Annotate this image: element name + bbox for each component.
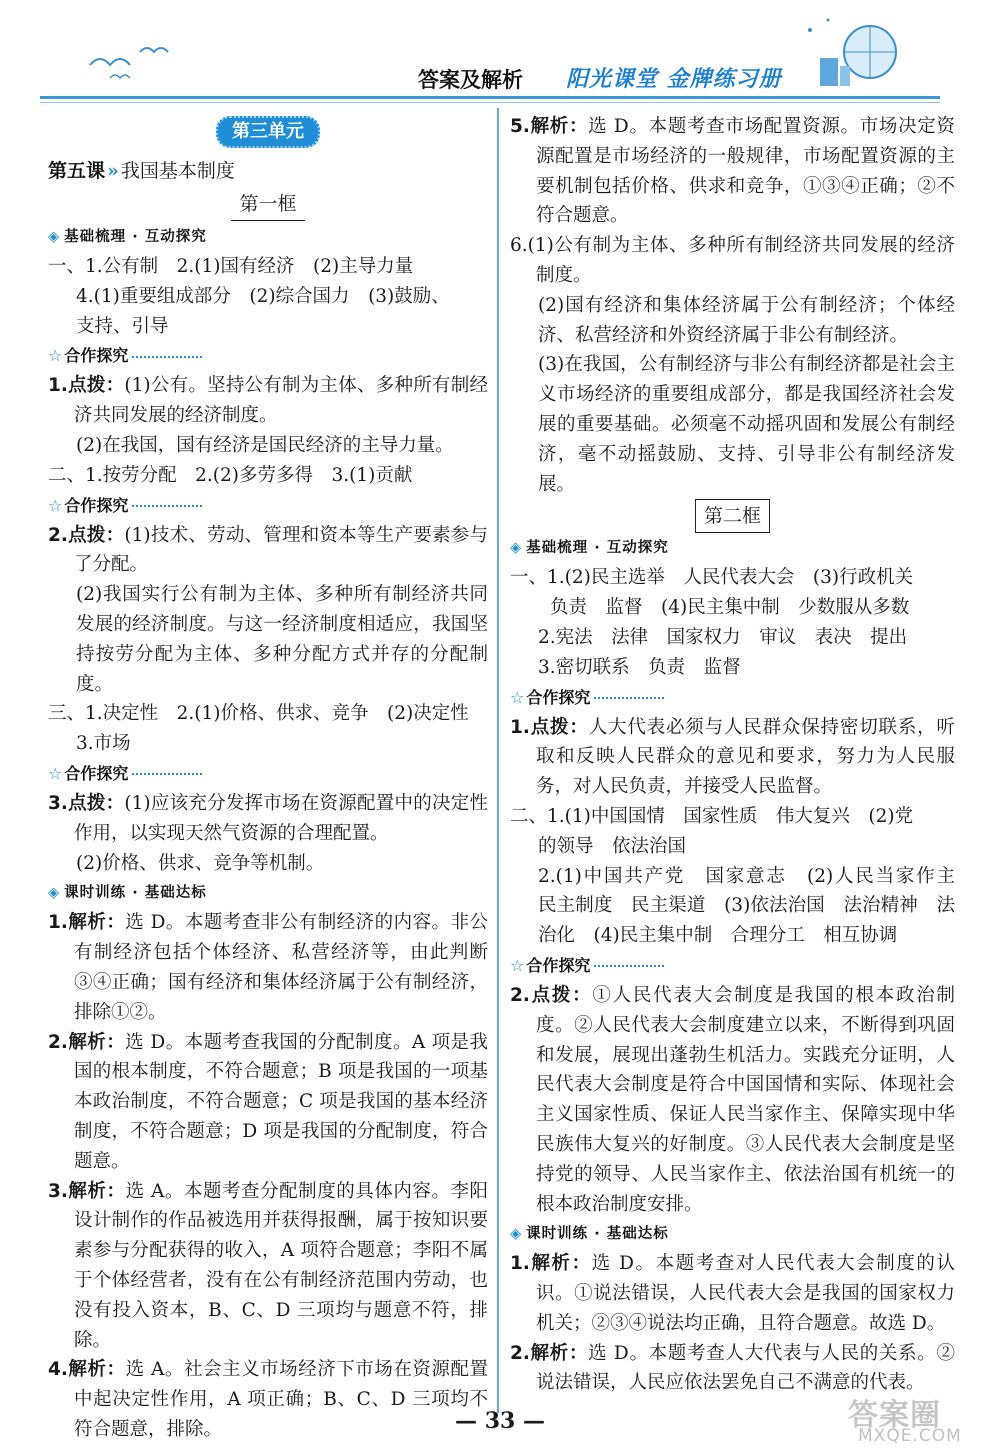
answer-paragraph: [48, 521, 488, 581]
diamond-icon: ◈: [48, 885, 61, 902]
answer-text: (1)应该充分发挥市场在资源配置中的决定性作用，以实现天然气资源的合理配置。: [74, 792, 488, 844]
answer-line: 3.市场: [76, 733, 131, 755]
page-header: [0, 0, 1000, 110]
left-column: [48, 112, 488, 1445]
unit-badge: 第三单元: [216, 116, 320, 148]
dotted-decoration: [132, 356, 202, 358]
coop-explore-heading: [510, 683, 955, 713]
answer-paragraph: [510, 713, 955, 802]
answer-keyword: 1.解析：: [48, 912, 126, 934]
answer-text: 选 A。本题考查分配制度的具体内容。李阳设计制作的作品被选用并获得报酬，属于按知识要素参与分配获得的收入，A 项符合题意；李阳不属于个体经营者，没有在公有制经济范围内劳动，也没有投入资本，B、C、D 三项均与题意不符，排除。: [74, 1180, 489, 1351]
answer-keyword: 1.解析：: [510, 1253, 592, 1275]
frame-heading-1: [48, 188, 488, 222]
answer-paragraph: (2)国有经济和集体经济属于公有制经济；个体经济、私营经济和外资经济属于非公有制经济。: [538, 294, 955, 346]
star-icon: ☆: [48, 763, 63, 783]
coop-title: 合作探究: [64, 495, 129, 515]
frame-title: 第二框: [695, 499, 770, 533]
answer-line: 的领导 依法治国: [538, 835, 687, 857]
chevron-right-icon: »: [107, 160, 119, 182]
answer-keyword: 3.点拨：: [48, 792, 125, 814]
section-training: [510, 1219, 955, 1249]
birds-decoration-icon: [70, 30, 190, 90]
answer-text: ①人民代表大会制度是我国的根本政治制度。②人民代表大会制度建立以来，不断得到巩固和发展，展现出蓬勃生机活力。实践充分证明，人民代表大会制度是符合中国国情和实际、体现社会主义国家性质、保证人民当家作主、保障实现中华民族伟大复兴的好制度。③人民代表大会制度是坚持党的领导、人民当家作主、依法治国有机统一的根本政治制度安排。: [536, 984, 955, 1215]
header-rule-thin: [40, 102, 940, 103]
lesson-title: 我国基本制度: [120, 160, 235, 182]
dotted-decoration: [594, 965, 664, 967]
answer-line: 二、1.(1)中国国情 国家性质 伟大复兴 (2)党: [510, 805, 914, 827]
coop-explore-heading: [510, 951, 955, 981]
star-icon: ☆: [48, 495, 63, 515]
answer-line: 支持、引导: [76, 315, 169, 337]
answer-text: 选 D。本题考查人大代表与人民的关系。②说法错误，人民应依法罢免自己不满意的代表。: [536, 1342, 956, 1394]
coop-title: 合作探究: [64, 346, 129, 366]
coop-explore-heading: [48, 341, 488, 371]
star-icon: ☆: [510, 955, 525, 975]
answer-line: 三、1.决定性 2.(1)价格、供求、竞争 (2)决定性: [48, 703, 469, 725]
coop-title: 合作探究: [64, 763, 129, 783]
globe-decoration-icon: [800, 10, 920, 90]
answer-paragraph: [48, 371, 488, 431]
diamond-icon: ◈: [510, 540, 523, 557]
coop-title: 合作探究: [526, 955, 591, 975]
answer-line: (2)在我国，国有经济是国民经济的主导力量。: [76, 434, 454, 456]
section-basic-review: [48, 222, 488, 252]
section-training: [48, 878, 488, 908]
section-basic-review: [510, 533, 955, 563]
answer-text: 人大代表必须与人民群众保持密切联系，听取和反映人民群众的意见和要求，努力为人民服务，对人民负责，并接受人民监督。: [536, 716, 955, 798]
answer-text: (1)公有。坚持公有制为主体、多种所有制经济共同发展的经济制度。: [74, 375, 488, 427]
section-title: 基础梳理 · 互动探究: [526, 540, 669, 557]
watermark-url: MXQE.COM: [858, 1426, 962, 1446]
answer-paragraph: [510, 1249, 955, 1338]
answer-line: (2)价格、供求、竞争等机制。: [76, 852, 325, 874]
dotted-decoration: [132, 505, 202, 507]
star-icon: ☆: [48, 346, 63, 366]
answer-paragraph: [48, 789, 488, 849]
coop-title: 合作探究: [526, 687, 591, 707]
answer-keyword: 2.点拨：: [510, 984, 593, 1006]
answer-keyword: 2.点拨：: [48, 524, 125, 546]
answer-text: (1)技术、劳动、管理和资本等生产要素参与了分配。: [74, 524, 488, 576]
watermark-logo: 答案圈: [848, 1398, 941, 1433]
answer-line: 4.(1)重要组成部分 (2)综合国力 (3)鼓励、: [76, 285, 450, 307]
answer-paragraph: (3)在我国，公有制经济与非公有制经济都是社会主义市场经济的重要组成部分，都是我国经济社会发展的重要基础。必须毫不动摇巩固和发展公有制经济，毫不动摇鼓励、支持、引导非公有制经济发展。: [538, 354, 955, 495]
answer-keyword: 1.点拨：: [510, 716, 589, 738]
header-title: 答案及解析: [418, 68, 523, 92]
answer-keyword: 3.解析：: [48, 1180, 126, 1202]
answer-paragraph: (2)我国实行公有制为主体、多种所有制经济共同发展的经济制度。与这一经济制度相适应，我国坚持按劳分配为主体、多种分配方式并存的分配制度。: [76, 584, 488, 695]
section-title: 基础梳理 · 互动探究: [64, 229, 207, 245]
answer-line: 一、1.公有制 2.(1)国有经济 (2)主导力量: [48, 256, 414, 277]
answer-paragraph: 6.(1)公有制为主体、多种所有制经济共同发展的经济制度。: [510, 235, 955, 286]
answer-paragraph: [510, 981, 955, 1219]
lesson-heading: [48, 154, 488, 188]
answer-keyword: 5.解析：: [510, 116, 589, 137]
section-title: 课时训练 · 基础达标: [526, 1226, 669, 1243]
header-rule: [40, 96, 940, 99]
answer-line: 3.密切联系 负责 监督: [538, 656, 741, 678]
frame-heading-2: [510, 499, 955, 533]
dotted-decoration: [594, 697, 664, 699]
answer-keyword: 4.解析：: [48, 1359, 126, 1381]
answer-text: 选 D。本题考查我国的分配制度。A 项是我国的根本制度，不符合题意；B 项是我国的一项基本政治制度，不符合题意；C 项是我国的基本经济制度，不符合题意；D 项是我国的分配制度，符合题意。: [74, 1031, 488, 1172]
right-column: [510, 112, 974, 1398]
answer-text: 选 D。本题考查市场配置资源。市场决定资源配置是市场经济的一般规律，市场配置资源的主要机制包括价格、供求和竞争，①③④正确；②不符合题意。: [536, 116, 956, 227]
page-number: — 33 —: [455, 1408, 545, 1434]
answer-paragraph: [48, 908, 488, 1027]
diamond-icon: ◈: [48, 229, 61, 245]
answer-paragraph: [48, 1177, 488, 1356]
diamond-icon: ◈: [510, 1226, 523, 1243]
coop-explore-heading: [48, 759, 488, 789]
answer-keyword: 1.点拨：: [48, 375, 125, 397]
frame-title: 第一框: [231, 188, 304, 221]
answer-text: 选 D。本题考查对人民代表大会制度的认识。①说法错误，人民代表大会是我国的国家权力机关；②③④说法均正确，且符合题意。故选 D。: [536, 1253, 955, 1334]
answer-paragraph: 2.(1)中国共产党 国家意志 (2)人民当家作主 民主制度 民主渠道 (3)依法治国 法治精神 法治化 (4)民主集中制 合理分工 相互协调: [538, 865, 974, 947]
coop-explore-heading: [48, 491, 488, 521]
lesson-tag: 第五课: [48, 160, 106, 182]
section-title: 课时训练 · 基础达标: [64, 885, 207, 902]
unit-heading: [48, 112, 488, 154]
star-icon: ☆: [510, 687, 525, 707]
answer-keyword: 2.解析：: [48, 1031, 126, 1053]
column-divider: [497, 108, 499, 1413]
answer-text: 选 D。本题考查非公有制经济的内容。非公有制经济包括个体经济、私营经济等，由此判断③④正确；国有经济和集体经济属于公有制经济，排除①②。: [74, 912, 488, 1023]
answer-keyword: 2.解析：: [510, 1342, 589, 1364]
answer-line: 负责 监督 (4)民主集中制 少数服从多数: [550, 597, 910, 619]
answer-line: 2.宪法 法律 国家权力 审议 表决 提出: [538, 626, 908, 648]
dotted-decoration: [132, 773, 202, 775]
header-brand: 阳光课堂 金牌练习册: [566, 67, 782, 92]
answer-line: 一、1.(2)民主选举 人民代表大会 (3)行政机关: [510, 567, 914, 589]
answer-text: 选 A。社会主义市场经济下市场在资源配置中起决定性作用，A 项正确；B、C、D 三项均不符合题意，排除。: [74, 1359, 489, 1440]
answer-line: 二、1.按劳分配 2.(2)多劳多得 3.(1)贡献: [48, 464, 413, 486]
answer-paragraph: [510, 112, 955, 231]
answer-paragraph: [48, 1028, 488, 1177]
